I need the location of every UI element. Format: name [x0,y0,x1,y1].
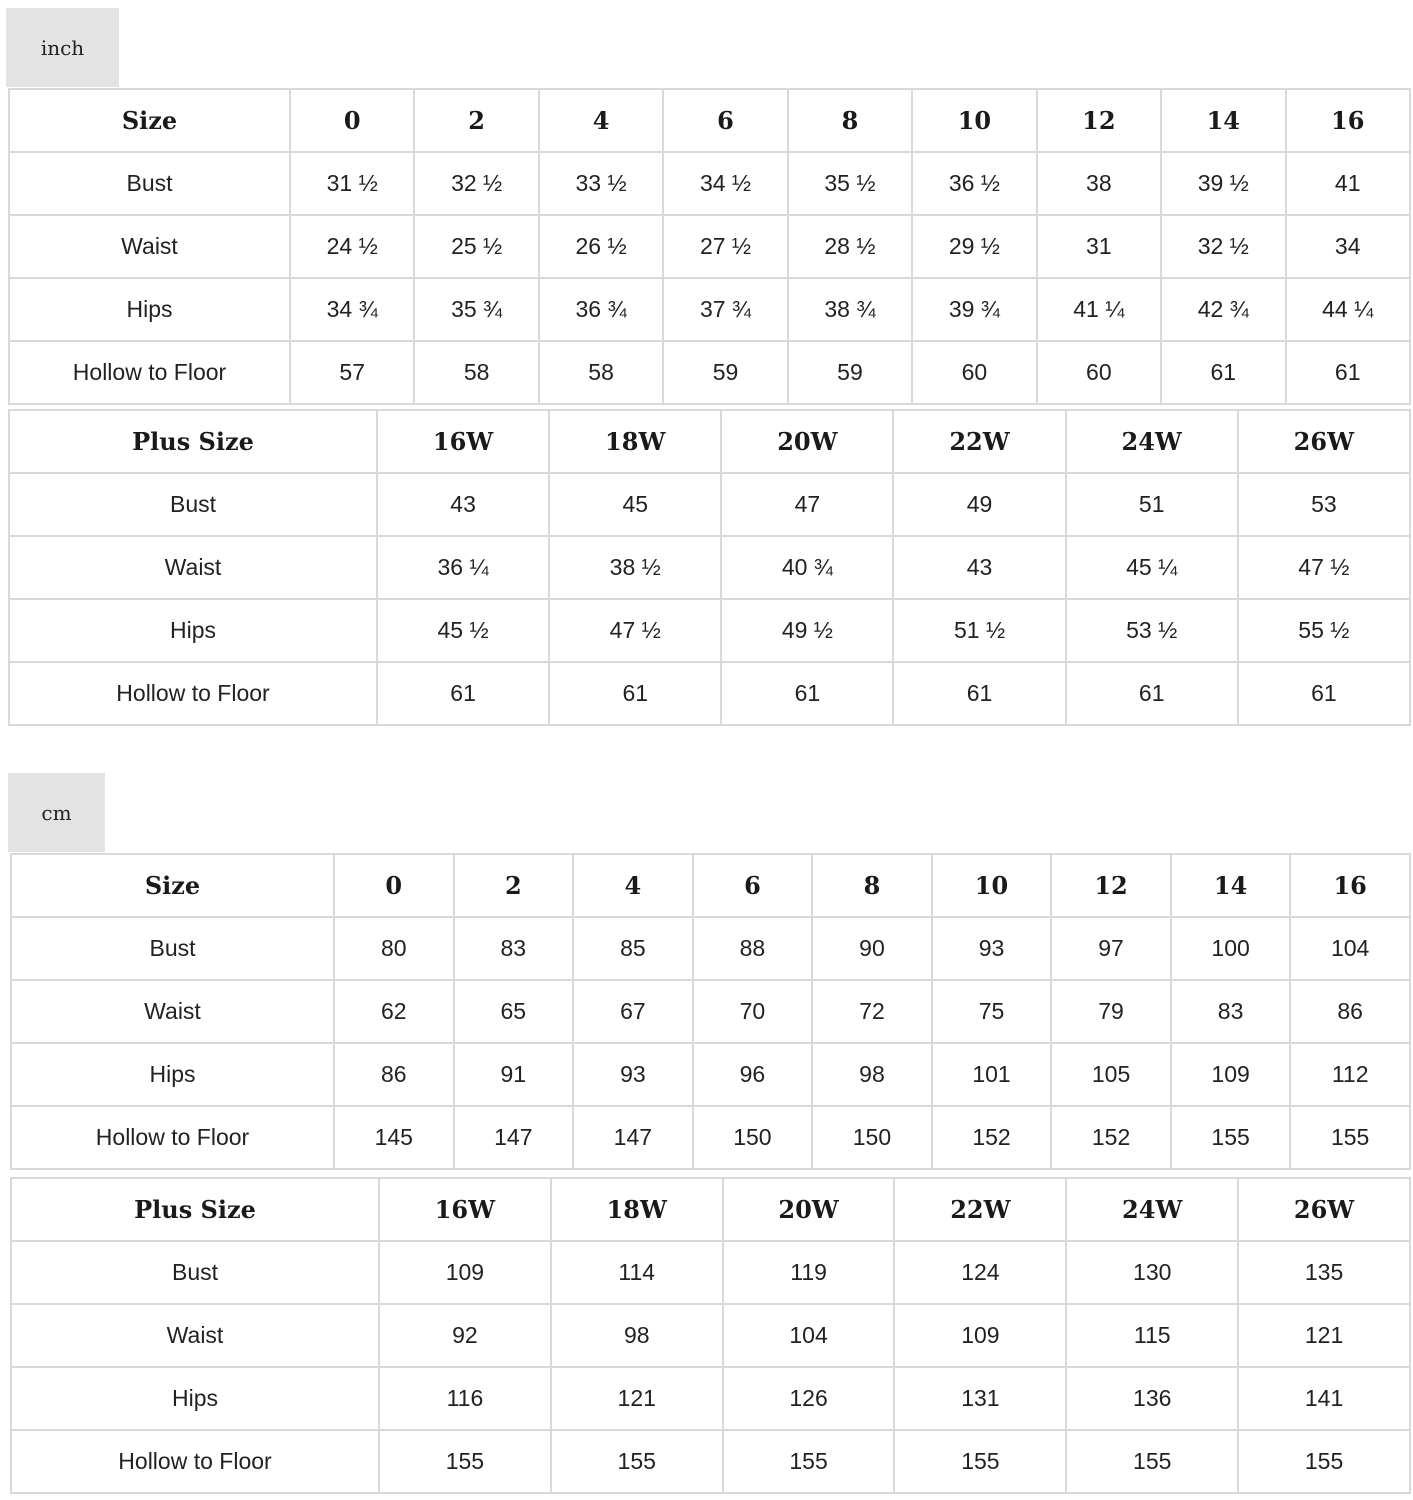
measurement-value-cell: 97 [1051,917,1171,980]
measurement-value-cell: 150 [693,1106,813,1169]
measurement-value-cell: 104 [723,1304,895,1367]
measurement-value-cell: 115 [1066,1304,1238,1367]
measurement-value-cell: 155 [379,1430,551,1493]
measurement-value-cell: 91 [454,1043,574,1106]
measurement-value-cell: 105 [1051,1043,1171,1106]
size-header-cell: 14 [1161,89,1285,152]
table-row-hips [11,1043,1410,1106]
measurement-value-cell: 147 [454,1106,574,1169]
measurement-label-cell: Waist [9,215,290,278]
measurement-value-cell: 150 [812,1106,932,1169]
measurement-value-cell: 88 [693,917,813,980]
measurement-value-cell: 47 ½ [1238,536,1410,599]
measurement-value-cell: 61 [1286,341,1410,404]
measurement-value-cell: 80 [334,917,454,980]
measurement-value-cell: 44 ¼ [1286,278,1410,341]
measurement-value-cell: 61 [1066,662,1238,725]
table-row-bust [9,152,1410,215]
measurement-label-cell: Hips [11,1043,334,1106]
measurement-value-cell: 62 [334,980,454,1043]
measurement-label-cell: Hollow to Floor [9,662,377,725]
size-header-cell: 8 [812,854,932,917]
measurement-value-cell: 43 [377,473,549,536]
measurement-value-cell: 58 [539,341,663,404]
table-row-hollow-to-floor [11,1106,1410,1169]
measurement-value-cell: 61 [893,662,1065,725]
measurement-label-cell: Waist [11,980,334,1043]
measurement-value-cell: 90 [812,917,932,980]
measurement-value-cell: 60 [1037,341,1161,404]
table-row-bust [11,1241,1410,1304]
cm-unit-tab[interactable]: cm [8,773,105,852]
measurement-value-cell: 57 [290,341,414,404]
table-row-hollow-to-floor [9,341,1410,404]
measurement-value-cell: 104 [1290,917,1410,980]
size-header-cell: 12 [1051,854,1171,917]
measurement-value-cell: 119 [723,1241,895,1304]
measurement-value-cell: 51 ½ [893,599,1065,662]
size-header-cell: 2 [454,854,574,917]
measurement-value-cell: 49 ½ [721,599,893,662]
table-row-bust [11,917,1410,980]
measurement-value-cell: 130 [1066,1241,1238,1304]
measurement-value-cell: 27 ½ [663,215,787,278]
measurement-value-cell: 31 ½ [290,152,414,215]
measurement-value-cell: 35 ¾ [414,278,538,341]
measurement-value-cell: 131 [894,1367,1066,1430]
measurement-value-cell: 114 [551,1241,723,1304]
measurement-value-cell: 31 [1037,215,1161,278]
size-header-cell: 22W [894,1178,1066,1241]
measurement-value-cell: 34 ½ [663,152,787,215]
table-row-hollow-to-floor [9,662,1410,725]
header-row [11,854,1410,917]
measurement-label-cell: Hips [9,599,377,662]
measurement-value-cell: 33 ½ [539,152,663,215]
measurement-value-cell: 155 [1066,1430,1238,1493]
size-header-cell: 10 [912,89,1036,152]
measurement-value-cell: 92 [379,1304,551,1367]
measurement-label-cell: Hollow to Floor [11,1430,379,1493]
measurement-value-cell: 98 [812,1043,932,1106]
table-row-waist [9,215,1410,278]
measurement-value-cell: 152 [932,1106,1052,1169]
measurement-value-cell: 109 [1171,1043,1291,1106]
measurement-value-cell: 70 [693,980,813,1043]
size-header-cell: 0 [334,854,454,917]
measurement-value-cell: 93 [932,917,1052,980]
table-row-hollow-to-floor [11,1430,1410,1493]
measurement-label-cell: Bust [11,917,334,980]
header-label-cell: Size [9,89,290,152]
measurement-label-cell: Bust [9,473,377,536]
size-header-cell: 4 [573,854,693,917]
table-row-waist [11,1304,1410,1367]
measurement-label-cell: Hips [9,278,290,341]
measurement-value-cell: 61 [721,662,893,725]
size-header-cell: 4 [539,89,663,152]
measurement-value-cell: 155 [1290,1106,1410,1169]
measurement-value-cell: 45 ½ [377,599,549,662]
measurement-value-cell: 121 [551,1367,723,1430]
measurement-value-cell: 83 [454,917,574,980]
size-header-cell: 10 [932,854,1052,917]
header-row [9,410,1410,473]
measurement-value-cell: 60 [912,341,1036,404]
measurement-value-cell: 145 [334,1106,454,1169]
measurement-value-cell: 43 [893,536,1065,599]
size-header-cell: 18W [551,1178,723,1241]
measurement-value-cell: 36 ¾ [539,278,663,341]
measurement-value-cell: 152 [1051,1106,1171,1169]
size-header-cell: 26W [1238,1178,1410,1241]
measurement-value-cell: 37 ¾ [663,278,787,341]
measurement-label-cell: Bust [9,152,290,215]
measurement-value-cell: 41 [1286,152,1410,215]
measurement-label-cell: Bust [11,1241,379,1304]
measurement-value-cell: 36 ¼ [377,536,549,599]
header-row [11,1178,1410,1241]
table-row-hips [9,599,1410,662]
measurement-value-cell: 45 [549,473,721,536]
header-row [9,89,1410,152]
measurement-value-cell: 47 [721,473,893,536]
measurement-value-cell: 47 ½ [549,599,721,662]
measurement-value-cell: 79 [1051,980,1171,1043]
measurement-value-cell: 26 ½ [539,215,663,278]
measurement-value-cell: 24 ½ [290,215,414,278]
measurement-value-cell: 32 ½ [1161,215,1285,278]
size-header-cell: 14 [1171,854,1291,917]
measurement-value-cell: 36 ½ [912,152,1036,215]
measurement-value-cell: 45 ¼ [1066,536,1238,599]
measurement-label-cell: Hollow to Floor [9,341,290,404]
measurement-value-cell: 93 [573,1043,693,1106]
cm-standard-size-table [10,853,1411,1170]
size-header-cell: 26W [1238,410,1410,473]
measurement-value-cell: 49 [893,473,1065,536]
size-header-cell: 24W [1066,1178,1238,1241]
measurement-value-cell: 42 ¾ [1161,278,1285,341]
measurement-value-cell: 121 [1238,1304,1410,1367]
measurement-value-cell: 101 [932,1043,1052,1106]
measurement-value-cell: 155 [1171,1106,1291,1169]
size-header-cell: 16 [1290,854,1410,917]
measurement-value-cell: 38 ½ [549,536,721,599]
measurement-value-cell: 67 [573,980,693,1043]
measurement-value-cell: 53 [1238,473,1410,536]
measurement-value-cell: 40 ¾ [721,536,893,599]
measurement-value-cell: 55 ½ [1238,599,1410,662]
measurement-value-cell: 35 ½ [788,152,912,215]
measurement-value-cell: 32 ½ [414,152,538,215]
measurement-value-cell: 85 [573,917,693,980]
size-header-cell: 8 [788,89,912,152]
size-header-cell: 2 [414,89,538,152]
measurement-value-cell: 86 [334,1043,454,1106]
size-header-cell: 24W [1066,410,1238,473]
measurement-label-cell: Waist [11,1304,379,1367]
measurement-value-cell: 147 [573,1106,693,1169]
measurement-value-cell: 116 [379,1367,551,1430]
measurement-value-cell: 98 [551,1304,723,1367]
measurement-value-cell: 58 [414,341,538,404]
size-header-cell: 18W [549,410,721,473]
measurement-value-cell: 109 [894,1304,1066,1367]
measurement-label-cell: Hips [11,1367,379,1430]
measurement-value-cell: 29 ½ [912,215,1036,278]
size-header-cell: 6 [663,89,787,152]
measurement-value-cell: 61 [1161,341,1285,404]
table-row-hips [9,278,1410,341]
measurement-value-cell: 25 ½ [414,215,538,278]
measurement-value-cell: 34 [1286,215,1410,278]
measurement-value-cell: 28 ½ [788,215,912,278]
measurement-value-cell: 83 [1171,980,1291,1043]
table-row-hips [11,1367,1410,1430]
size-header-cell: 0 [290,89,414,152]
measurement-value-cell: 34 ¾ [290,278,414,341]
inch-plus-size-table [8,409,1411,726]
measurement-value-cell: 136 [1066,1367,1238,1430]
measurement-value-cell: 155 [1238,1430,1410,1493]
measurement-value-cell: 51 [1066,473,1238,536]
measurement-value-cell: 61 [377,662,549,725]
measurement-value-cell: 155 [551,1430,723,1493]
measurement-value-cell: 65 [454,980,574,1043]
header-label-cell: Plus Size [11,1178,379,1241]
header-label-cell: Plus Size [9,410,377,473]
size-header-cell: 16 [1286,89,1410,152]
inch-standard-size-table [8,88,1411,405]
table-row-waist [11,980,1410,1043]
measurement-value-cell: 109 [379,1241,551,1304]
measurement-value-cell: 39 ¾ [912,278,1036,341]
measurement-value-cell: 39 ½ [1161,152,1285,215]
measurement-value-cell: 155 [723,1430,895,1493]
size-header-cell: 20W [723,1178,895,1241]
measurement-value-cell: 72 [812,980,932,1043]
size-header-cell: 16W [377,410,549,473]
measurement-value-cell: 53 ½ [1066,599,1238,662]
measurement-value-cell: 155 [894,1430,1066,1493]
measurement-label-cell: Waist [9,536,377,599]
measurement-label-cell: Hollow to Floor [11,1106,334,1169]
size-header-cell: 12 [1037,89,1161,152]
measurement-value-cell: 75 [932,980,1052,1043]
table-row-waist [9,536,1410,599]
size-header-cell: 20W [721,410,893,473]
measurement-value-cell: 61 [549,662,721,725]
size-header-cell: 22W [893,410,1065,473]
measurement-value-cell: 141 [1238,1367,1410,1430]
size-header-cell: 6 [693,854,813,917]
measurement-value-cell: 96 [693,1043,813,1106]
measurement-value-cell: 124 [894,1241,1066,1304]
measurement-value-cell: 38 [1037,152,1161,215]
measurement-value-cell: 38 ¾ [788,278,912,341]
inch-unit-tab[interactable]: inch [6,8,119,87]
cm-plus-size-table [10,1177,1411,1494]
table-row-bust [9,473,1410,536]
measurement-value-cell: 59 [788,341,912,404]
measurement-value-cell: 86 [1290,980,1410,1043]
measurement-value-cell: 41 ¼ [1037,278,1161,341]
measurement-value-cell: 126 [723,1367,895,1430]
measurement-value-cell: 59 [663,341,787,404]
measurement-value-cell: 135 [1238,1241,1410,1304]
measurement-value-cell: 100 [1171,917,1291,980]
measurement-value-cell: 61 [1238,662,1410,725]
measurement-value-cell: 112 [1290,1043,1410,1106]
size-header-cell: 16W [379,1178,551,1241]
header-label-cell: Size [11,854,334,917]
